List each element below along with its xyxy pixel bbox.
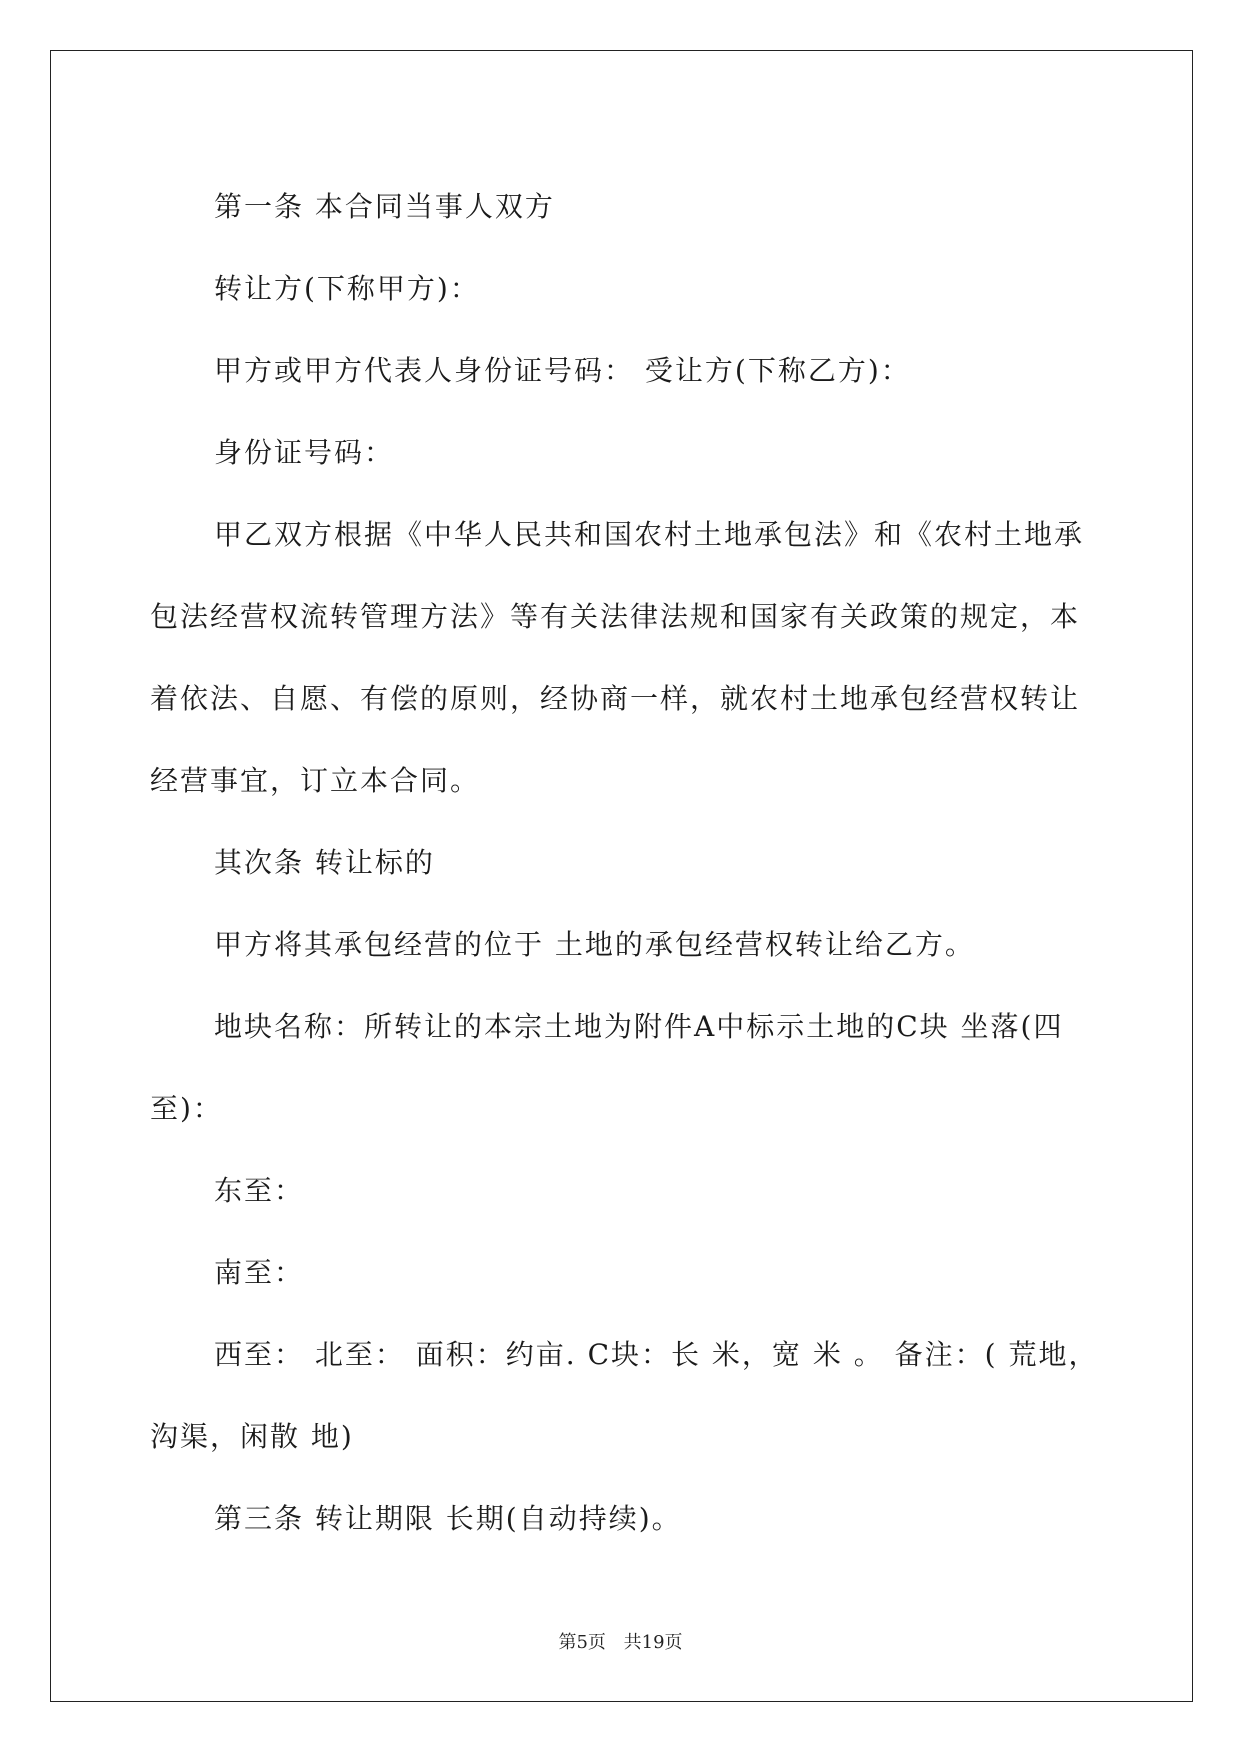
clause-1-heading: 第一条 本合同当事人双方 <box>214 190 555 223</box>
page-footer <box>0 1628 1241 1654</box>
document-body <box>150 166 1100 1560</box>
id-number-line: 身份证号码： <box>214 436 395 469</box>
legal-basis-paragraph: 甲乙双方根据《中华人民共和国农村土地承包法》和《农村土地承包法经营权流转管理方法》等有关法律法规和国家有关政策的规定，本着依法、自愿、有偿的原则，经协商一样，就农村土地承包经营权转让经营事宜，订立本合同。 <box>150 518 1085 797</box>
page-total: 共19页 <box>623 1632 683 1653</box>
clause-2-heading: 其次条 转让标的 <box>214 846 435 879</box>
transfer-object-line: 甲方将其承包经营的位于 土地的承包经营权转让给乙方。 <box>214 928 975 961</box>
id-and-transferee-line: 甲方或甲方代表人身份证号码： 受让方(下称乙方)： <box>214 354 911 387</box>
east-boundary-line: 东至： <box>214 1174 305 1207</box>
transferor-line: 转让方(下称甲方)： <box>214 272 480 305</box>
west-north-area-paragraph: 西至： 北至： 面积：约亩. C块：长 米，宽 米 。 备注：( 荒地，沟渠，闲散 地) <box>150 1338 1099 1453</box>
parcel-name-paragraph: 地块名称：所转让的本宗土地为附件A中标示土地的C块 坐落(四至)： <box>150 1010 1064 1125</box>
page-number: 第5页 <box>558 1632 606 1653</box>
south-boundary-line: 南至： <box>214 1256 305 1289</box>
clause-3-heading: 第三条 转让期限 长期(自动持续)。 <box>214 1502 682 1535</box>
